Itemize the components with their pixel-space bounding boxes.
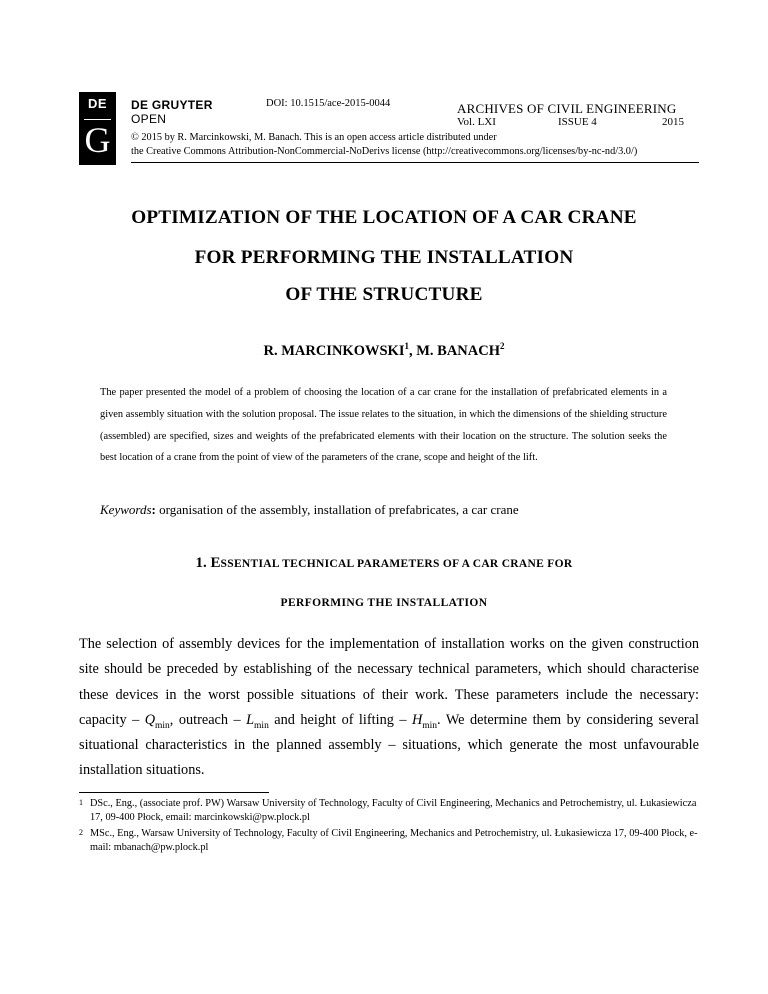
symbol-l-sub: min <box>254 720 269 731</box>
publisher-name <box>131 98 213 126</box>
keywords-text: organisation of the assembly, installation of prefabricates, a car crane <box>159 502 519 517</box>
section-heading <box>0 555 768 572</box>
copyright-line2: the Creative Commons Attribution-NonCommercial-NoDerivs license (http://creativecommons.org/licenses/by-nc-nd/3.0/) <box>131 146 638 157</box>
footnote-2-text: MSc., Eng., Warsaw University of Technology, Faculty of Civil Engineering, Mechanics and Petrochemistry, ul. Łukasiewicza 17, 09-400 Płock, e-mail: mbanach@pw.plock.pl <box>90 828 698 853</box>
author-2-affiliation: 2 <box>500 341 505 352</box>
symbol-h-sub: min <box>422 720 438 731</box>
publisher-line1: DE GRUYTER <box>131 98 213 112</box>
section-number: 1. E <box>195 555 221 571</box>
footnote-2-number: 2 <box>79 828 83 837</box>
copyright-line1: © 2015 by R. Marcinkowski, M. Banach. This is an open access article distributed under <box>131 132 497 143</box>
section-heading-line2: PERFORMING THE INSTALLATION <box>280 597 488 609</box>
symbol-q-sub: min <box>155 720 170 731</box>
header-divider <box>131 162 699 163</box>
abstract: The paper presented the model of a problem of choosing the location of a car crane for the installation of prefabricated elements in a given assembly situation with the solution proposal. The issue relates to the situation, in which the dimensions of the shielding structure (assembled) are specified, sizes and weights of the prefabricated elements with their location on the structure. The solution seeks the best location of a crane from the point of view of the parameters of the crane, scope and height of the lift. <box>100 387 667 464</box>
publisher-line2: OPEN <box>131 112 167 126</box>
footnote-1 <box>79 797 719 825</box>
symbol-q: Q <box>144 711 156 728</box>
title-line3: OF THE STRUCTURE <box>285 284 483 305</box>
body-text-part4: . We determine them by considering several situational characteristics in the planned assembly – situations, which generate the most unfavourable installation situations. <box>79 711 700 779</box>
footnote-1-text: DSc., Eng., (associate prof. PW) Warsaw University of Technology, Faculty of Civil Engineering, Mechanics and Petrochemistry, ul. Łukasiewicza 17, 09-400 Płock, email: marcinkowski@pw.plock.pl <box>90 798 697 823</box>
title-line1: OPTIMIZATION OF THE LOCATION OF A CAR CRANE <box>131 207 637 228</box>
author-1: R. MARCINKOWSKI <box>263 343 405 359</box>
author-1-affiliation: 1 <box>404 341 409 352</box>
author-2: M. BANACH <box>416 343 500 359</box>
publisher-logo <box>79 92 116 165</box>
journal-issue: ISSUE 4 <box>558 116 597 128</box>
doi: DOI: 10.1515/ace-2015-0044 <box>266 98 391 109</box>
footnote-1-number: 1 <box>79 798 83 807</box>
author-separator: , <box>408 343 417 359</box>
footnote-2 <box>79 827 719 855</box>
logo-de-text: DE <box>87 96 108 111</box>
body-text-part2: , outreach – <box>169 711 247 728</box>
symbol-h: H <box>411 711 423 728</box>
symbol-l: L <box>246 711 255 728</box>
footnote-divider <box>79 792 269 793</box>
body-text-part1: The selection of assembly devices for the implementation of installation works on the given construction site should be preceded by establishing of the necessary technical parameters, which should characterise these devices in the worst possible situations of their work. These parameters include the necessary: capacity – <box>79 636 699 728</box>
title-line2: FOR PERFORMING THE INSTALLATION <box>194 247 574 268</box>
keywords <box>100 502 519 518</box>
authors <box>0 343 768 360</box>
journal-name: ARCHIVES OF CIVIL ENGINEERING <box>457 101 677 116</box>
keywords-label: Keywords <box>100 502 152 517</box>
keywords-colon: : <box>151 502 160 517</box>
copyright-notice <box>131 131 699 159</box>
section-title-rest: SSENTIAL TECHNICAL PARAMETERS OF A CAR CRANE FOR <box>220 558 573 570</box>
journal-year: 2015 <box>662 116 684 128</box>
body-paragraph <box>79 632 699 784</box>
journal-volume: Vol. LXI <box>457 116 496 128</box>
body-text-part3: and height of lifting – <box>268 711 412 728</box>
logo-g-text: G <box>84 120 111 160</box>
